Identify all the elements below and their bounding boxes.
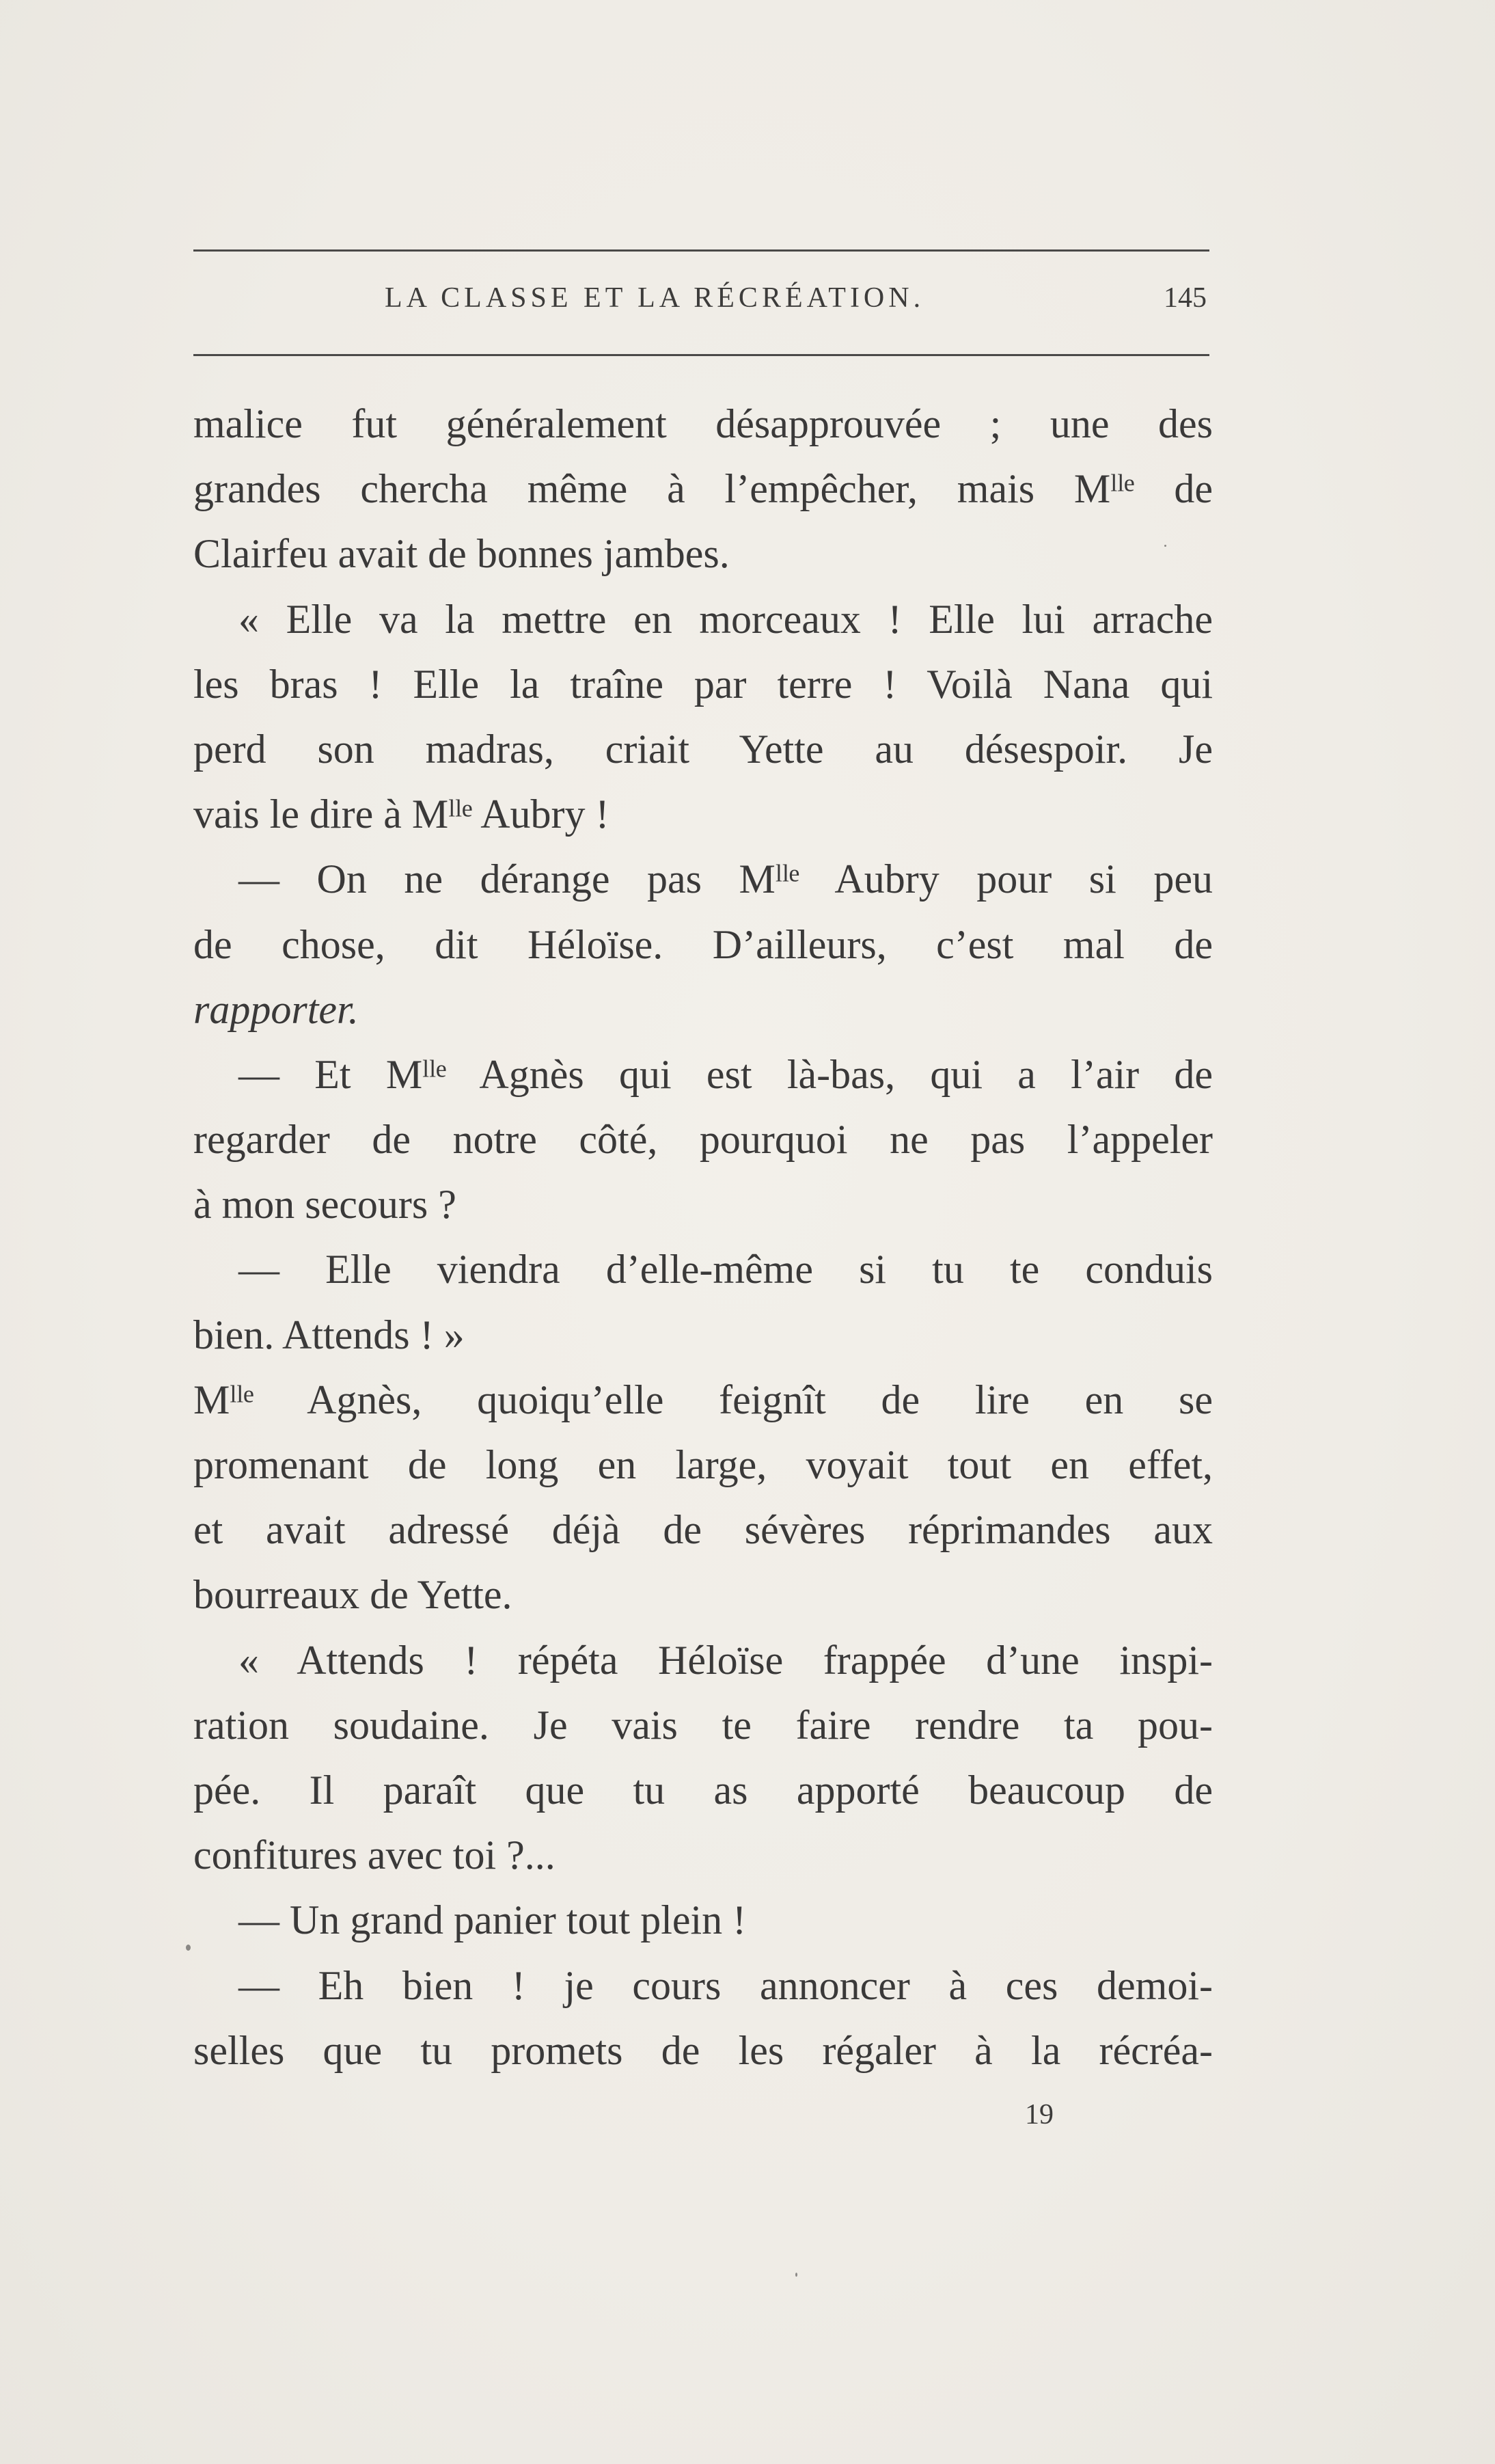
text-line: bourreaux de Yette.: [193, 1572, 512, 1618]
paper-speck: [1164, 545, 1166, 547]
text-line: de chose, dit Héloïse. D’ailleurs, c’est mal de: [193, 921, 1213, 967]
text-line: — Elle viendra d’elle-même si tu te conduis: [238, 1247, 1213, 1292]
text-line: vais le dire à Mˡˡᵉ Aubry !: [193, 791, 609, 837]
text-line: confitures avec toi ?...: [193, 1832, 556, 1878]
text-line: selles que tu promets de les régaler à la récréa-: [193, 2027, 1213, 2073]
text-line: grandes chercha même à l’empêcher, mais Mˡˡᵉ de: [193, 466, 1213, 512]
text-line: pée. Il paraît que tu as apporté beaucoup de: [193, 1767, 1213, 1813]
text-line: et avait adressé déjà de sévères réprimandes aux: [193, 1507, 1213, 1553]
text-line: Mˡˡᵉ Agnès, quoiqu’elle feignît de lire en se: [193, 1377, 1213, 1422]
paper-speck: [186, 1945, 191, 1951]
text-line: — Un grand panier tout plein !: [238, 1897, 747, 1943]
text-line: bien. Attends ! »: [193, 1312, 465, 1357]
text-line: « Elle va la mettre en morceaux ! Elle lui arrache: [238, 596, 1213, 642]
text-line: à mon secours ?: [193, 1182, 456, 1228]
text-line: rapporter.: [193, 986, 359, 1032]
text-line: — On ne dérange pas Mˡˡᵉ Aubry pour si peu: [238, 856, 1213, 902]
body-text: [193, 392, 1213, 2083]
signature-mark: 19: [1025, 2099, 1054, 2130]
running-head: [193, 272, 1209, 320]
text-line: — Et Mˡˡᵉ Agnès qui est là-bas, qui a l’air de: [238, 1051, 1213, 1097]
text-line: Clairfeu avait de bonnes jambes.: [193, 531, 730, 577]
text-line: « Attends ! répéta Héloïse frappée d’une inspi-: [238, 1637, 1213, 1683]
text-line: — Eh bien ! je cours annoncer à ces demoi-: [238, 1962, 1213, 2008]
running-title: LA CLASSE ET LA RÉCRÉATION.: [385, 282, 925, 314]
text-line: les bras ! Elle la traîne par terre ! Voilà Nana qui: [193, 661, 1213, 707]
page-number: 145: [1164, 282, 1207, 314]
text-line: regarder de notre côté, pourquoi ne pas l’appeler: [193, 1117, 1213, 1163]
header-bottom-rule: [193, 354, 1209, 356]
text-line: ration soudaine. Je vais te faire rendre ta pou-: [193, 1702, 1213, 1748]
paper-speck: [795, 2273, 797, 2277]
text-line: malice fut généralement désapprouvée ; une des: [193, 401, 1213, 446]
header-top-rule: [193, 249, 1209, 252]
text-line: promenant de long en large, voyait tout en effet,: [193, 1442, 1213, 1487]
text-line: perd son madras, criait Yette au désespoir. Je: [193, 726, 1213, 772]
